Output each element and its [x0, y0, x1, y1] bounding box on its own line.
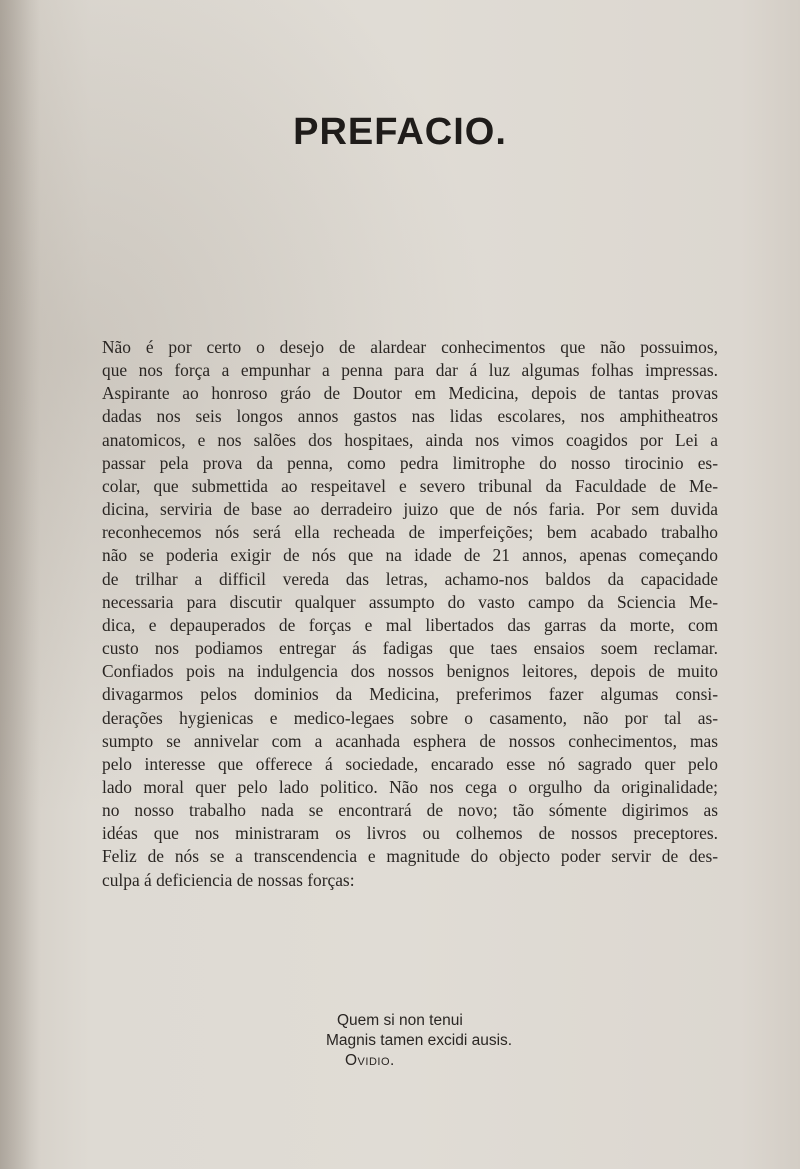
paragraph-line: Aspirante ao honroso gráo de Doutor em Medicina, depois de tantas provas	[102, 383, 718, 404]
paragraph-line: no nosso trabalho nada se encontrará de novo; tão sómente digirimos as	[102, 800, 718, 821]
paragraph-line: colar, que submettida ao respeitavel e severo tribunal da Faculdade de Me-	[102, 475, 718, 496]
epigraph-line: Magnis tamen excidi ausis.	[326, 1032, 513, 1049]
epigraph-line: Quem si non tenui	[337, 1012, 463, 1029]
paragraph-line: dicina, serviria de base ao derradeiro juizo que de nós faria. Por sem duvida	[102, 499, 718, 520]
paragraph-line: Feliz de nós se a transcendencia e magnitude do objecto poder servir de des-	[102, 846, 718, 867]
page-title: PREFACIO.	[293, 111, 507, 153]
paragraph-line: reconhecemos nós será ella recheada de imperfeições; bem acabado trabalho	[102, 522, 718, 543]
page-gutter-shadow	[0, 0, 40, 1169]
paragraph-line: Não é por certo o desejo de alardear conhecimentos que não possuimos,	[102, 337, 718, 357]
preface-paragraph	[102, 336, 718, 892]
paragraph-line: lado moral quer pelo lado politico. Não nos cega o orgulho da originalidade;	[102, 776, 718, 797]
paragraph-line: passar pela prova da penna, como pedra limitrophe do nosso tirocinio es-	[102, 452, 718, 473]
paragraph-line: divagarmos pelos dominios da Medicina, preferimos fazer algumas consi-	[102, 684, 718, 705]
paragraph-line: culpa á deficiencia de nossas forças:	[102, 869, 355, 890]
epigraph-author: Ovidio.	[345, 1052, 395, 1069]
paragraph-line: Confiados pois na indulgencia dos nossos benignos leitores, depois de muito	[102, 661, 718, 682]
paragraph-line: dadas nos seis longos annos gastos nas lidas escolares, nos amphitheatros	[102, 406, 718, 427]
paragraph-line: que nos força a empunhar a penna para dar á luz algumas folhas impressas.	[102, 360, 718, 381]
paragraph-line: dica, e depauperados de forças e mal libertados das garras da morte, com	[102, 614, 718, 635]
paragraph-line: custo nos podiamos entregar ás fadigas que taes ensaios soem reclamar.	[102, 638, 718, 659]
paragraph-line: idéas que nos ministraram os livros ou colhemos de nossos preceptores.	[102, 823, 718, 844]
paragraph-line: de trilhar a difficil vereda das letras, achamo-nos baldos da capacidade	[102, 568, 718, 589]
paragraph-line: sumpto se annivelar com a acanhada esphera de nossos conhecimentos, mas	[102, 730, 718, 751]
epigraph	[0, 1011, 800, 1071]
paragraph-line: anatomicos, e nos salões dos hospitaes, ainda nos vimos coagidos por Lei a	[102, 429, 718, 450]
paragraph-line: derações hygienicas e medico-legaes sobre o casamento, não por tal as-	[102, 707, 718, 728]
paragraph-line: não se poderia exigir de nós que na idade de 21 annos, apenas começando	[102, 545, 718, 566]
paragraph-line: pelo interesse que offerece á sociedade, encarado esse nó sagrado quer pelo	[102, 753, 718, 774]
paragraph-line: necessaria para discutir qualquer assumpto do vasto campo da Sciencia Me-	[102, 591, 718, 612]
